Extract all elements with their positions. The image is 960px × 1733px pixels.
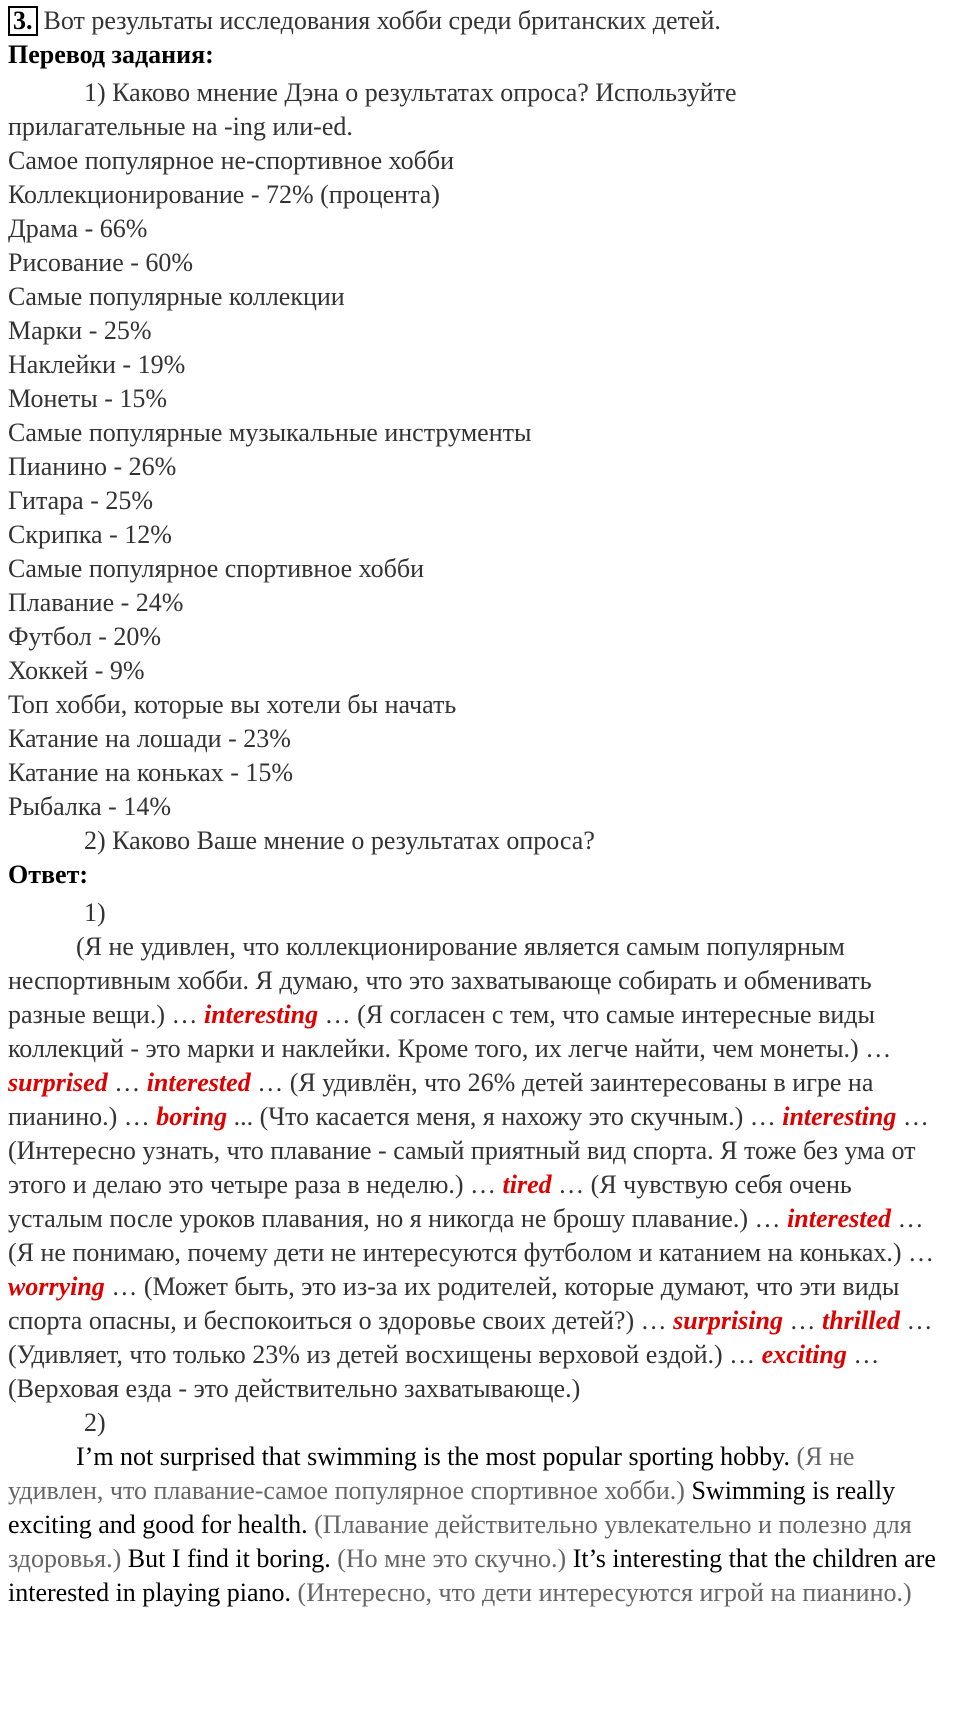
survey-item: Катание на коньках - 15% [8, 758, 294, 787]
answer-text: … (Верховая езда - это действительно захватывающе.) [8, 1340, 880, 1403]
russian-translation: (Я не удивлен, что плавание-самое популярное спортивное хобби.) [8, 1442, 855, 1505]
russian-translation: (Но мне это скучно.) [330, 1544, 573, 1573]
survey-item: Рисование - 60% [8, 248, 194, 277]
survey-item: Скрипка - 12% [8, 520, 172, 549]
answer-word: surprising [673, 1306, 783, 1335]
answer-word: thrilled [821, 1306, 900, 1335]
survey-item: Наклейки - 19% [8, 350, 186, 379]
answer-word: interesting [204, 1000, 319, 1029]
answer-word: tired [502, 1170, 552, 1199]
survey-item: Хоккей - 9% [8, 656, 145, 685]
answer-text: … (Может быть, это из-за их родителей, которые думают, что эти виды спорта опасны, и беспокоиться о здоровье своих детей?) … [8, 1272, 900, 1335]
answer-2-label: 2) [84, 1408, 106, 1437]
task-text: Вот результаты исследования хобби среди британских детей. [43, 6, 721, 35]
answer-text: … [782, 1306, 822, 1335]
survey-item: Гитара - 25% [8, 486, 154, 515]
answer-text: … (Я удивлён, что 26% детей заинтересованы в игре на пианино.) … [8, 1068, 874, 1131]
answer-word: surprised [8, 1068, 108, 1097]
survey-item: Коллекционирование - 72% (процента) [8, 180, 440, 209]
survey-item: Самые популярные коллекции [8, 282, 345, 311]
answer-text: … [107, 1068, 147, 1097]
answer-word: exciting [761, 1340, 847, 1369]
survey-item: Рыбалка - 14% [8, 792, 171, 821]
answer-text: … (Интересно узнать, что плавание - самый приятный вид спорта. Я тоже без ума от этого и делаю это четыре раза в неделю.) … [8, 1102, 929, 1199]
english-sentence: It’s interesting that the children are interested in playing piano. [8, 1544, 936, 1607]
survey-results-list [8, 144, 950, 824]
survey-item: Пианино - 26% [8, 452, 177, 481]
answer-word: interested [146, 1068, 251, 1097]
survey-item: Самые популярные музыкальные инструменты [8, 418, 532, 447]
survey-item: Плавание - 24% [8, 588, 184, 617]
english-sentence: Swimming is really exciting and good for health. [8, 1476, 896, 1539]
answer-word: worrying [8, 1272, 105, 1301]
answer-text: … (Удивляет, что только 23% из детей восхищены верховой ездой.) … [8, 1306, 933, 1369]
question-2: 2) Каково Ваше мнение о результатах опроса? [84, 826, 595, 855]
survey-item: Футбол - 20% [8, 622, 162, 651]
answer-word: interesting [782, 1102, 897, 1131]
answer-text: … (Я согласен с тем, что самые интересные виды коллекций - это марки и наклейки. Кроме того, их легче найти, чем монеты.) … [8, 1000, 892, 1063]
answer-2-paragraph [8, 1440, 950, 1610]
survey-item: Драма - 66% [8, 214, 148, 243]
survey-item: Самое популярное не-спортивное хобби [8, 146, 455, 175]
answer-1-paragraph [8, 930, 950, 1406]
answer-text: (Я не удивлен, что коллекционирование является самым популярным неспортивным хобби. Я думаю, что это захватывающе собирать и обменивать разные вещи.) … [8, 932, 872, 1029]
russian-translation: (Плавание действительно увлекательно и полезно для здоровья.) [8, 1510, 912, 1573]
question-1-continued: прилагательные на -ing или-ed. [8, 112, 353, 141]
english-sentence: But I find it boring. [127, 1544, 331, 1573]
survey-item: Катание на лошади - 23% [8, 724, 291, 753]
english-sentence: I’m not surprised that swimming is the most popular sporting hobby. [76, 1442, 790, 1471]
survey-item: Монеты - 15% [8, 384, 168, 413]
answer-text: … (Я чувствую себя очень усталым после уроков плавания, но я никогда не брошу плавание.) … [8, 1170, 852, 1233]
task-number: 3. [8, 6, 38, 36]
answer-text: ... (Что касается меня, я нахожу это скучным.) … [227, 1102, 783, 1131]
russian-translation: (Интересно, что дети интересуются игрой на пианино.) [291, 1578, 912, 1607]
task-header [8, 4, 950, 38]
answer-heading: Ответ: [8, 860, 89, 889]
survey-item: Самые популярное спортивное хобби [8, 554, 425, 583]
survey-item: Марки - 25% [8, 316, 152, 345]
question-1: 1) Каково мнение Дэна о результатах опроса? Используйте [84, 78, 737, 107]
survey-item: Топ хобби, которые вы хотели бы начать [8, 690, 457, 719]
answer-1-label: 1) [84, 898, 106, 927]
answer-word: boring [156, 1102, 228, 1131]
answer-text: … (Я не понимаю, почему дети не интересуются футболом и катанием на коньках.) … [8, 1204, 935, 1267]
answer-word: interested [787, 1204, 892, 1233]
translation-heading: Перевод задания: [8, 40, 214, 69]
